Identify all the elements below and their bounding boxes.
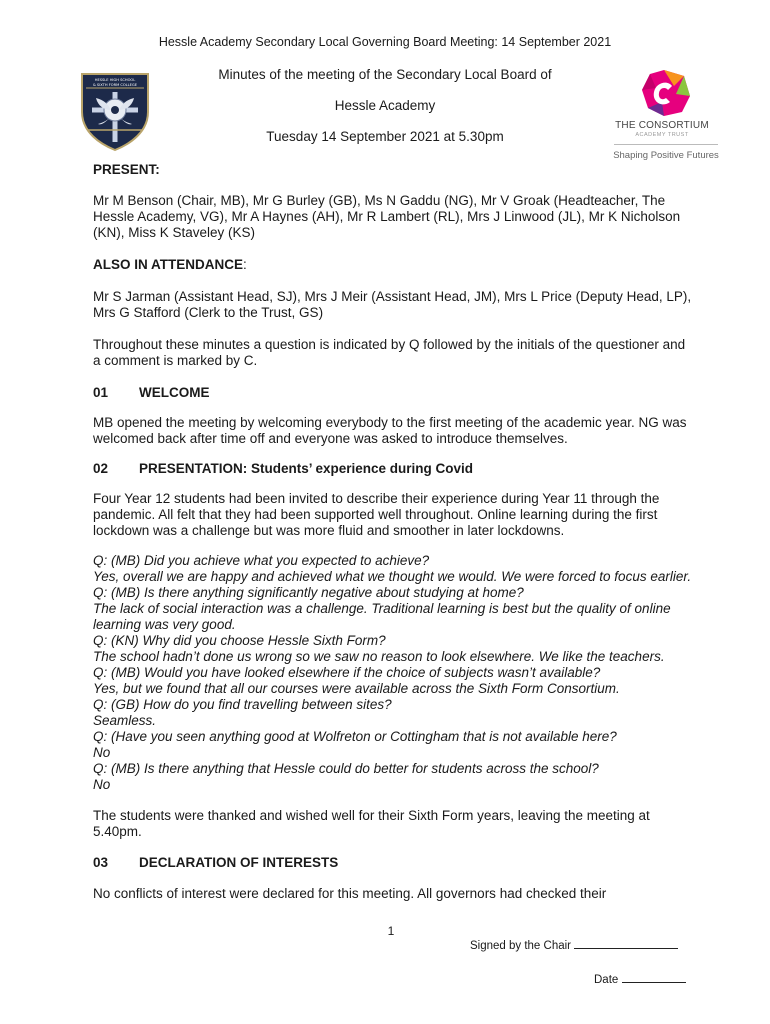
qa-line: The lack of social interaction was a challenge. Traditional learning is best but the quality of online learning was very good.	[93, 601, 671, 632]
logo-tagline: Shaping Positive Futures	[613, 150, 719, 161]
qa-line: Q: (MB) Is there anything that Hessle could do better for students across the school?	[93, 761, 599, 776]
present-heading: PRESENT:	[93, 162, 160, 177]
section-heading-01	[93, 385, 693, 401]
meeting-date-line: Tuesday 14 September 2021 at 5.30pm	[266, 129, 504, 144]
signed-label: Signed by the Chair	[470, 940, 572, 952]
date-label: Date	[594, 974, 619, 986]
qa-line: Yes, but we found that all our courses were available across the Sixth Form Consortium.	[93, 681, 620, 696]
section-number: 01	[93, 385, 109, 400]
qa-line: No	[93, 777, 111, 792]
section-02-text: Four Year 12 students had been invited to describe their experience during Year 11 through the pandemic. All felt that they had been supported well throughout. Online learning during the first lockdown was a challenge but was more fluid and smoother in later lockdowns.	[93, 491, 660, 538]
date-line	[594, 972, 686, 986]
attendance-heading-colon: :	[243, 257, 247, 272]
qa-line: Q: (MB) Would you have looked elsewhere if the choice of subjects wasn’t available?	[93, 665, 601, 680]
page-number: 1	[387, 924, 395, 938]
logo-divider	[614, 144, 718, 145]
consortium-c-mark-icon	[634, 68, 694, 118]
qa-line: Q: (GB) How do you find travelling between sites?	[93, 697, 392, 712]
document-title-line-1: Minutes of the meeting of the Secondary Local Board of	[218, 67, 552, 82]
notation-note: Throughout these minutes a question is indicated by Q followed by the initials of the questioner and a comment is marked by C.	[93, 337, 686, 368]
signature-blank	[574, 938, 678, 949]
qa-line: Yes, overall we are happy and achieved what we thought we would. We were forced to focus earlier.	[93, 569, 692, 584]
present-list: Mr M Benson (Chair, MB), Mr G Burley (GB), Ms N Gaddu (NG), Mr V Groak (Headteacher, The Hessle Academy, VG), Mr A Haynes (AH), Mr R Lambert (RL), Mrs J Linwood (JL), Mr K Nicholson (KN), Miss K Staveley (KS)	[93, 193, 681, 240]
qa-line: Q: (MB) Did you achieve what you expected to achieve?	[93, 553, 430, 568]
consortium-logo	[606, 68, 724, 166]
section-title: WELCOME	[139, 385, 210, 400]
svg-text:HESSLE HIGH SCHOOL: HESSLE HIGH SCHOOL	[94, 78, 136, 82]
section-heading-03	[93, 855, 693, 871]
minutes-body	[93, 162, 693, 902]
chair-signature-line	[470, 938, 678, 952]
question-answer-list	[93, 553, 693, 793]
logo-subtitle: ACADEMY TRUST	[635, 132, 689, 138]
attendance-heading-text: ALSO IN ATTENDANCE	[93, 257, 243, 272]
attendance-heading	[93, 257, 693, 273]
svg-text:& SIXTH FORM COLLEGE: & SIXTH FORM COLLEGE	[92, 83, 138, 87]
qa-line: Seamless.	[93, 713, 157, 728]
section-heading-02	[93, 461, 693, 477]
document-title-line-2: Hessle Academy	[334, 98, 436, 113]
date-blank	[622, 972, 686, 983]
qa-line: Q: (MB) Is there anything significantly negative about studying at home?	[93, 585, 524, 600]
qa-line: Q: (Have you seen anything good at Wolfreton or Cottingham that is not available here?	[93, 729, 617, 744]
section-number: 03	[93, 855, 109, 870]
section-02-closing: The students were thanked and wished well for their Sixth Form years, leaving the meeting at 5.40pm.	[93, 808, 650, 839]
section-title: PRESENTATION: Students’ experience during Covid	[139, 461, 474, 476]
school-crest-logo	[78, 70, 152, 152]
qa-line: Q: (KN) Why did you choose Hessle Sixth Form?	[93, 633, 386, 648]
section-number: 02	[93, 461, 109, 476]
section-03-text: No conflicts of interest were declared for this meeting. All governors had checked their	[93, 886, 607, 901]
section-01-text: MB opened the meeting by welcoming everybody to the first meeting of the academic year. NG was welcomed back after time off and everyone was asked to introduce themselves.	[93, 415, 687, 446]
running-header: Hessle Academy Secondary Local Governing Board Meeting: 14 September 2021	[158, 35, 612, 49]
attendance-list: Mr S Jarman (Assistant Head, SJ), Mrs J Meir (Assistant Head, JM), Mrs L Price (Deputy Head, LP), Mrs G Stafford (Clerk to the Trust, GS)	[93, 289, 692, 320]
qa-line: The school hadn’t done us wrong so we saw no reason to look elsewhere. We like the teachers.	[93, 649, 665, 664]
logo-name: THE CONSORTIUM	[615, 120, 709, 131]
qa-line: No	[93, 745, 111, 760]
section-title: DECLARATION OF INTERESTS	[139, 855, 339, 870]
